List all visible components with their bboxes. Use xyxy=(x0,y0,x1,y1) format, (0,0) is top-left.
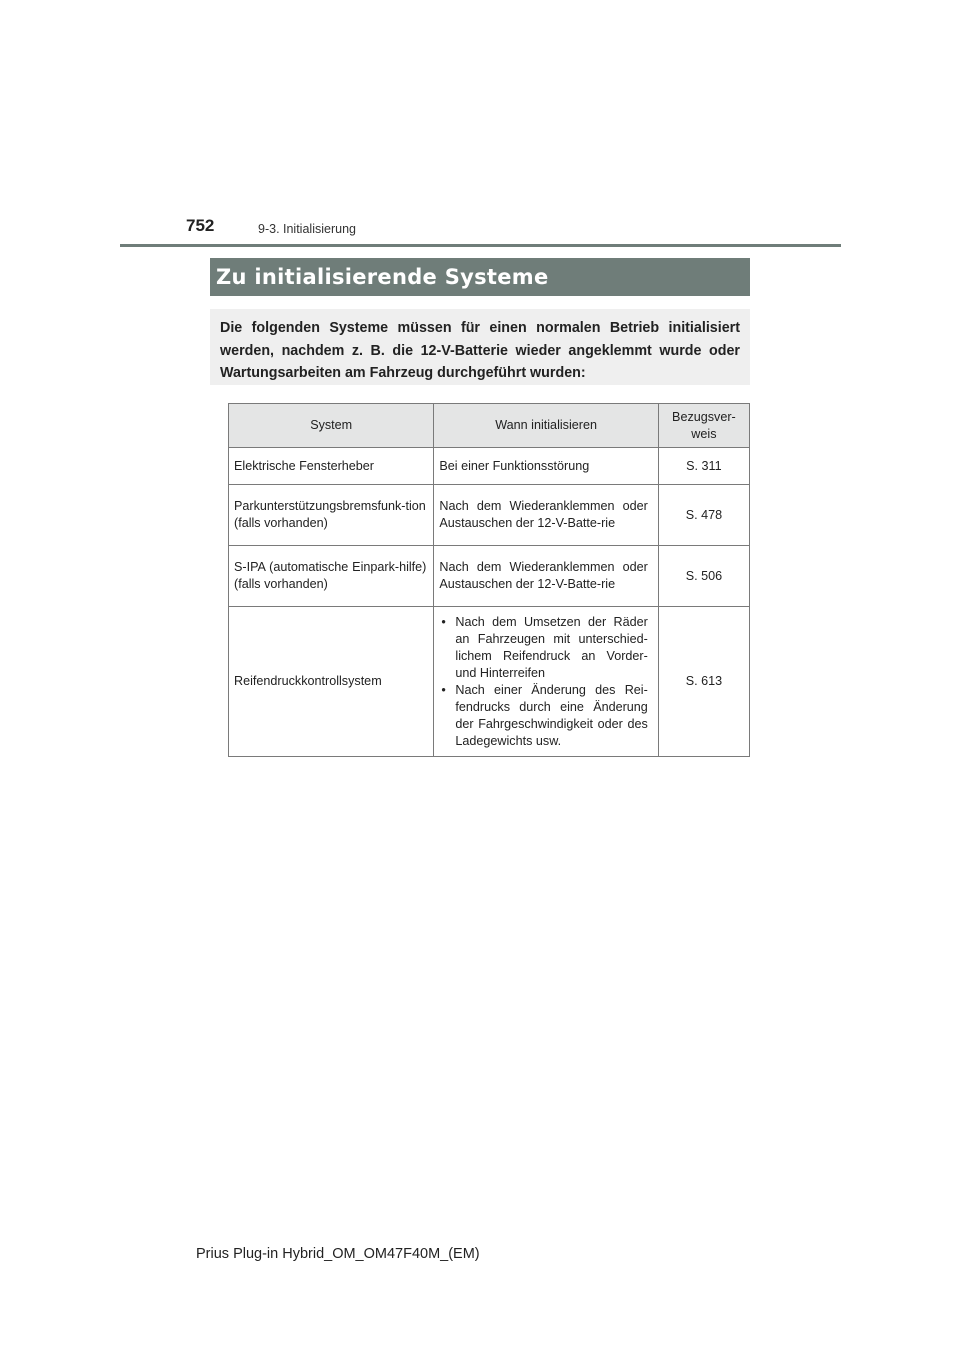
table-row xyxy=(229,546,750,607)
cell-reference: S. 478 xyxy=(658,485,749,546)
intro-box xyxy=(210,309,750,385)
header-when: Wann initialisieren xyxy=(434,404,658,448)
cell-when: Nach dem Wiederanklemmen oder Austauschen der 12-V-Batte-rie xyxy=(434,485,658,546)
cell-when xyxy=(434,607,658,757)
header-system: System xyxy=(229,404,434,448)
document-footer: Prius Plug-in Hybrid_OM_OM47F40M_(EM) xyxy=(196,1246,480,1262)
cell-when: Nach dem Wiederanklemmen oder Austauschen der 12-V-Batte-rie xyxy=(434,546,658,607)
section-reference: 9-3. Initialisierung xyxy=(258,222,356,236)
table-row xyxy=(229,485,750,546)
header-divider xyxy=(120,244,841,247)
bullet-item xyxy=(439,682,647,750)
cell-reference: S. 311 xyxy=(658,448,749,485)
section-title-bar xyxy=(210,258,750,296)
page-number: 752 xyxy=(186,216,215,235)
cell-system: Parkunterstützungsbremsfunk-tion (falls vorhanden) xyxy=(229,485,434,546)
cell-system: S-IPA (automatische Einpark-hilfe) (falls vorhanden) xyxy=(229,546,434,607)
cell-reference: S. 506 xyxy=(658,546,749,607)
bullet-text: Nach dem Umsetzen der Räder an Fahrzeugen mit unterschied-lichem Reifendruck an Vorder- und Hinterreifen xyxy=(455,614,648,680)
bullet-item xyxy=(439,614,647,682)
header-reference: Bezugsver-weis xyxy=(658,404,749,448)
intro-text: Die folgenden Systeme müssen für einen normalen Betrieb initialisiert werden, nachdem z. B. die 12-V-Batterie wieder angeklemmt wurde oder Wartungsarbeiten am Fahrzeug durchgeführt wurden: xyxy=(220,320,740,381)
table-header-row xyxy=(229,404,750,448)
cell-system: Reifendruckkontrollsystem xyxy=(229,607,434,757)
table-row xyxy=(229,607,750,757)
cell-system: Elektrische Fensterheber xyxy=(229,448,434,485)
cell-reference: S. 613 xyxy=(658,607,749,757)
bullet-symbol: • xyxy=(441,614,446,629)
bullet-symbol: • xyxy=(441,682,446,697)
bullet-text: Nach einer Änderung des Rei-fendrucks durch eine Änderung der Fahrgeschwindigkeit oder des Ladegewichts usw. xyxy=(455,682,648,748)
cell-when: Bei einer Funktionsstörung xyxy=(434,448,658,485)
section-title: Zu initialisierende Systeme xyxy=(216,265,549,289)
bullet-list xyxy=(439,614,647,750)
table-row xyxy=(229,448,750,485)
systems-table xyxy=(228,403,750,757)
